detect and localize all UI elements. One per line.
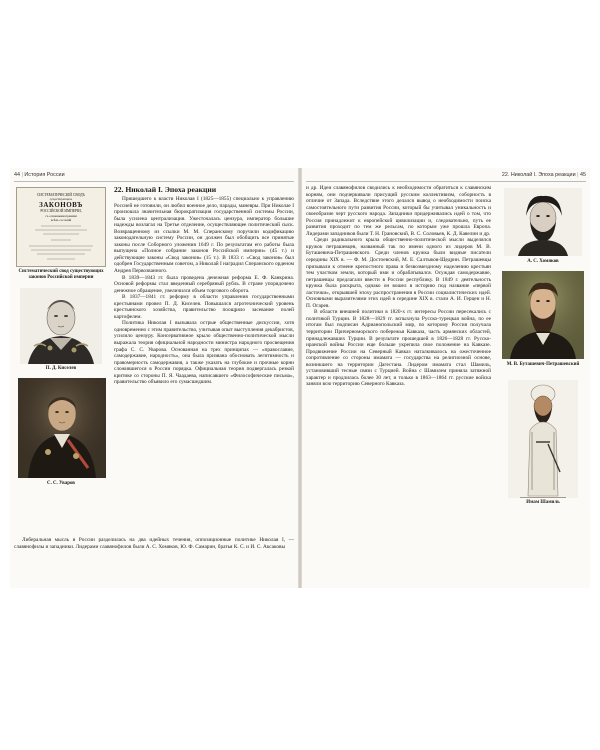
right-page bbox=[302, 168, 590, 588]
left-section-name: История России bbox=[24, 172, 65, 178]
right-section-name: 22. Николай I. Эпоха реакции bbox=[501, 172, 576, 178]
book-title-line: существующихъ bbox=[49, 197, 73, 202]
book-title-line: всѣхъ сословій bbox=[50, 217, 72, 222]
right-running-head: 22. Николай I. Эпоха реакции | 45 bbox=[501, 172, 586, 178]
left-page-number: 44 bbox=[14, 172, 20, 178]
paragraph: и др. Идеи славянофилов сводились к необходимости обратиться к славянским корням, они подчеркивали присущий русским коллективизм, соборность в отличие от Запада. Вследствие этого делался вывод о необходимости поиска самостоятельного пути развития России, который бы учитывал уникальность и своеобразие черт русского народа. Западники придерживались идей о том, что Россия принадлежит к европейской цивилизации и, следовательно, путь ее развития проходит по тем же рельсам, по которым уже прошла Европа. Лидерами западников были Т. Н. Грановский, В. С. Соловьев, К. Д. Кавелин и др. bbox=[306, 185, 491, 237]
chapter-title: 22. Николай I. Эпоха реакции bbox=[114, 185, 217, 194]
khomyakov-portrait-image bbox=[504, 188, 582, 256]
left-page bbox=[10, 168, 298, 588]
law-code-title-page-image bbox=[16, 187, 106, 267]
right-head-rule bbox=[306, 181, 586, 182]
petrashevsky-caption: М. В. Буташевич-Петрашевский bbox=[506, 362, 580, 367]
left-text-column bbox=[114, 196, 294, 386]
book-title-line: съ основными правами bbox=[45, 213, 77, 218]
paragraph: В 1839—1843 гг. была проведена денежная реформа Е. Ф. Канкрина. Основой реформы стал введенный серебряный рубль. В стране упорядочено денежное обращение, увеличился объем торгового оборота. bbox=[114, 274, 294, 294]
kiselev-portrait-image bbox=[20, 288, 102, 364]
khomyakov-caption: А. С. Хомяков bbox=[527, 259, 559, 264]
book-title-line: РОССІЙСКОЙ ИМПЕРІИ, bbox=[40, 209, 82, 214]
paragraph: В 1837—1841 гг. реформу в области управления государственными крестьянами провел П. Д. Киселев. Повышался агротехнический уровень крестьянского хозяйства, правительство поощряло засевание полей картофелем. bbox=[114, 294, 294, 320]
shamil-portrait-image bbox=[508, 380, 578, 498]
left-head-rule bbox=[14, 181, 294, 182]
book-spread bbox=[10, 168, 590, 588]
kiselev-caption: П. Д. Киселев bbox=[45, 366, 77, 371]
right-page-number: 45 bbox=[580, 172, 586, 178]
right-text-column bbox=[306, 185, 491, 388]
paragraph: Либеральная мысль в России разделилась на два идейных течения, оппозиционные политике Николая I, — славянофилы и западники. Лидерами славянофилов были А. С. Хомяков, Ю. Ф. Самарин, братья К. С. и И. С. Аксаковы bbox=[14, 537, 294, 550]
paragraph: Политика Николая I вызывала острые общественные дискуссии, хотя одновременно с этим правительство, учитывая опыт выступления декабристов, усилило цензуру. Консервативное крыло общественно-политической мысли выражала теория официальной народности министра народного просвещения графа С. С. Уварова. Основанная на трех принципах — «православие, самодержавие, народность», она была призвана обосновать легитимность и правомерность самодержавия, а также указать на глубокие и прочные корни сложившегося в России порядка. Официальная теория подвергалась резкой критике со стороны П. Я. Чаадаева, написавшего «Философические письма», правительство объявило его сумасшедшим. bbox=[114, 320, 294, 386]
book-caption: Систематический свод существующих законов Российской империи bbox=[18, 269, 104, 280]
book-title-line: СИСТЕМАТИЧЕСКІЙ СВОДЪ bbox=[36, 193, 86, 197]
paragraph: Пришедшего к власти Николая I (1825—1855) специально к управлению Россией не готовили, он любил военное дело, парады, маневры. При Николае I произошла значительная бюрократизация государственной системы России, была усилена централизация. Ужесточалась цензура, император большие надежды возлагал на Третье отделение, осуществляющее политический сыск. Возвращенному из ссылки М. М. Сперанскому поручили кодификацию законодательную систему России, он должен был обобщить все принятые законы после Соборного уложения 1649 г. По результатам его работы была выпущена «Полное собрание законов Российской империи» (45 т.) и действующие законы «Свод законов» (15 т.). В 1833 г. «Свод законов» был одобрен Государственным советом, а Николай I наградил Сперанского орденом Андрея Первозванного. bbox=[114, 196, 294, 275]
uvarov-caption: С. С. Уваров bbox=[47, 481, 75, 486]
book-title-line: ЗАКОНОВЪ bbox=[39, 201, 83, 210]
shamil-caption: Имам Шамиль bbox=[526, 500, 560, 505]
petrashevsky-portrait-image bbox=[502, 271, 584, 359]
paragraph: Среди радикального крыла общественно-политической мысли выделялся кружок петрашевцев, названный так по имени одного из лидеров М. В. Буташевича-Петрашевского. Среди членов кружка были видные писатели середины XIX в. — Ф. М. Достоевский, М. Е. Салтыков-Щедрин. Петрашевцы призывали к отмене крепостного права и безвозмездному наделению крестьян тем участком земли, который ими и обрабатывался. Осуждая самодержавие, петрашевцы предлагали ввести в России республику. В 1849 г. деятельность кружка была раскрыта, однако он вошел в историю под название «первой ласточки», открывшей эпоху распространения в России социалистических идей. Основными выразителями этих идей в середине XIX в. стали А. И. Герцен и Н. П. Огарев. bbox=[306, 237, 491, 309]
book-decorative-lines bbox=[21, 222, 101, 264]
uvarov-portrait-image bbox=[18, 378, 106, 478]
left-bottom-text bbox=[14, 537, 294, 550]
left-running-head: 44 | История России bbox=[14, 172, 65, 178]
paragraph: В области внешней политики в 1820-х гг. интересы России пересекались с политикой Турции. В 1828—1829 гг. вспыхнула Русско-турецкая война, по ее итогам был подписан Адрианопольский мир, по которому Россия получала территории Причерноморского побережья Кавказа, часть армянских областей, принадлежавших Турции. В результате прошедшей в 1826—1828 гг. Русско-иранской войны России еще больше укрепила свое положение на Кавказе. Продвижение России на Северный Кавказ наталкивалось на ожесточенное сопротивление со стороны имамата — государства на религиозной основе, возникшего на территории Дагестана. Лидером имамата стал Шамиль, установивший тесные связи с Турцией. Война с Шамилем приняла затяжной характер и продлилась более 30 лет, и только в 1863—1864 гг. русские войска заняли всю территорию Северного Кавказа. bbox=[306, 309, 491, 388]
